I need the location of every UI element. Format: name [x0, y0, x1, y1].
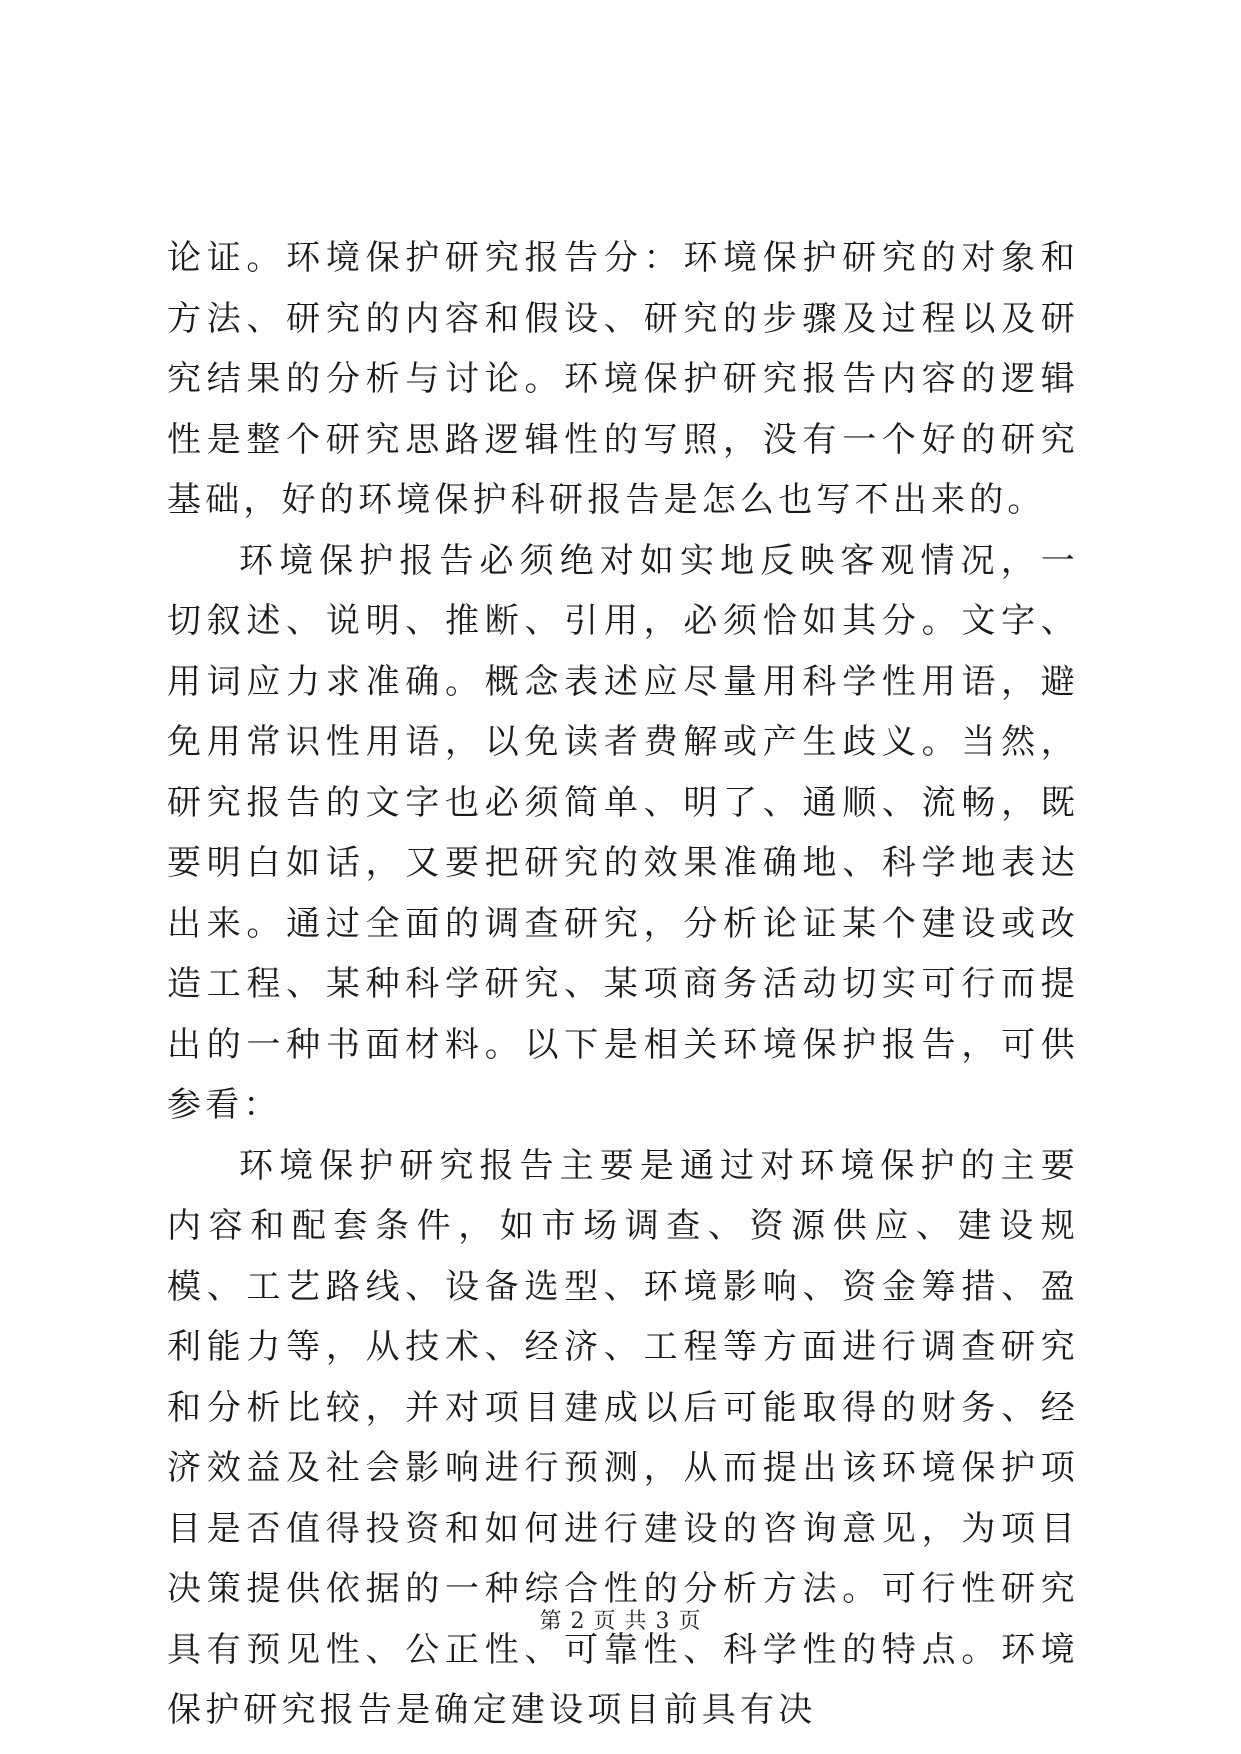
document-body	[167, 228, 1079, 1741]
paragraph-3: 环境保护研究报告主要是通过对环境保护的主要内容和配套条件，如市场调查、资源供应、建设规模、工艺路线、设备选型、环境影响、资金筹措、盈利能力等，从技术、经济、工程等方面进行调查研究和分析比较，并对项目建成以后可能取得的财务、经济效益及社会影响进行预测，从而提出该环境保护项目是否值得投资和如何进行建设的咨询意见，为项目决策提供依据的一种综合性的分析方法。可行性研究具有预见性、公正性、可靠性、科学性的特点。环境保护研究报告是确定建设项目前具有决	[167, 1145, 1079, 1730]
page-footer: 第 2 页 共 3 页	[539, 1609, 702, 1634]
paragraph-2: 环境保护报告必须绝对如实地反映客观情况，一切叙述、说明、推断、引用，必须恰如其分。文字、用词应力求准确。概念表述应尽量用科学性用语，避免用常识性用语，以免读者费解或产生歧义。当然，研究报告的文字也必须简单、明了、通顺、流畅，既要明白如话，又要把研究的效果准确地、科学地表达出来。通过全面的调查研究，分析论证某个建设或改造工程、某种科学研究、某项商务活动切实可行而提出的一种书面材料。以下是相关环境保护报告，可供参看：	[167, 540, 1079, 1125]
paragraph-1: 论证。环境保护研究报告分：环境保护研究的对象和方法、研究的内容和假设、研究的步骤及过程以及研究结果的分析与讨论。环境保护研究报告内容的逻辑性是整个研究思路逻辑性的写照，没有一个好的研究基础，好的环境保护科研报告是怎么也写不出来的。	[167, 238, 1079, 520]
